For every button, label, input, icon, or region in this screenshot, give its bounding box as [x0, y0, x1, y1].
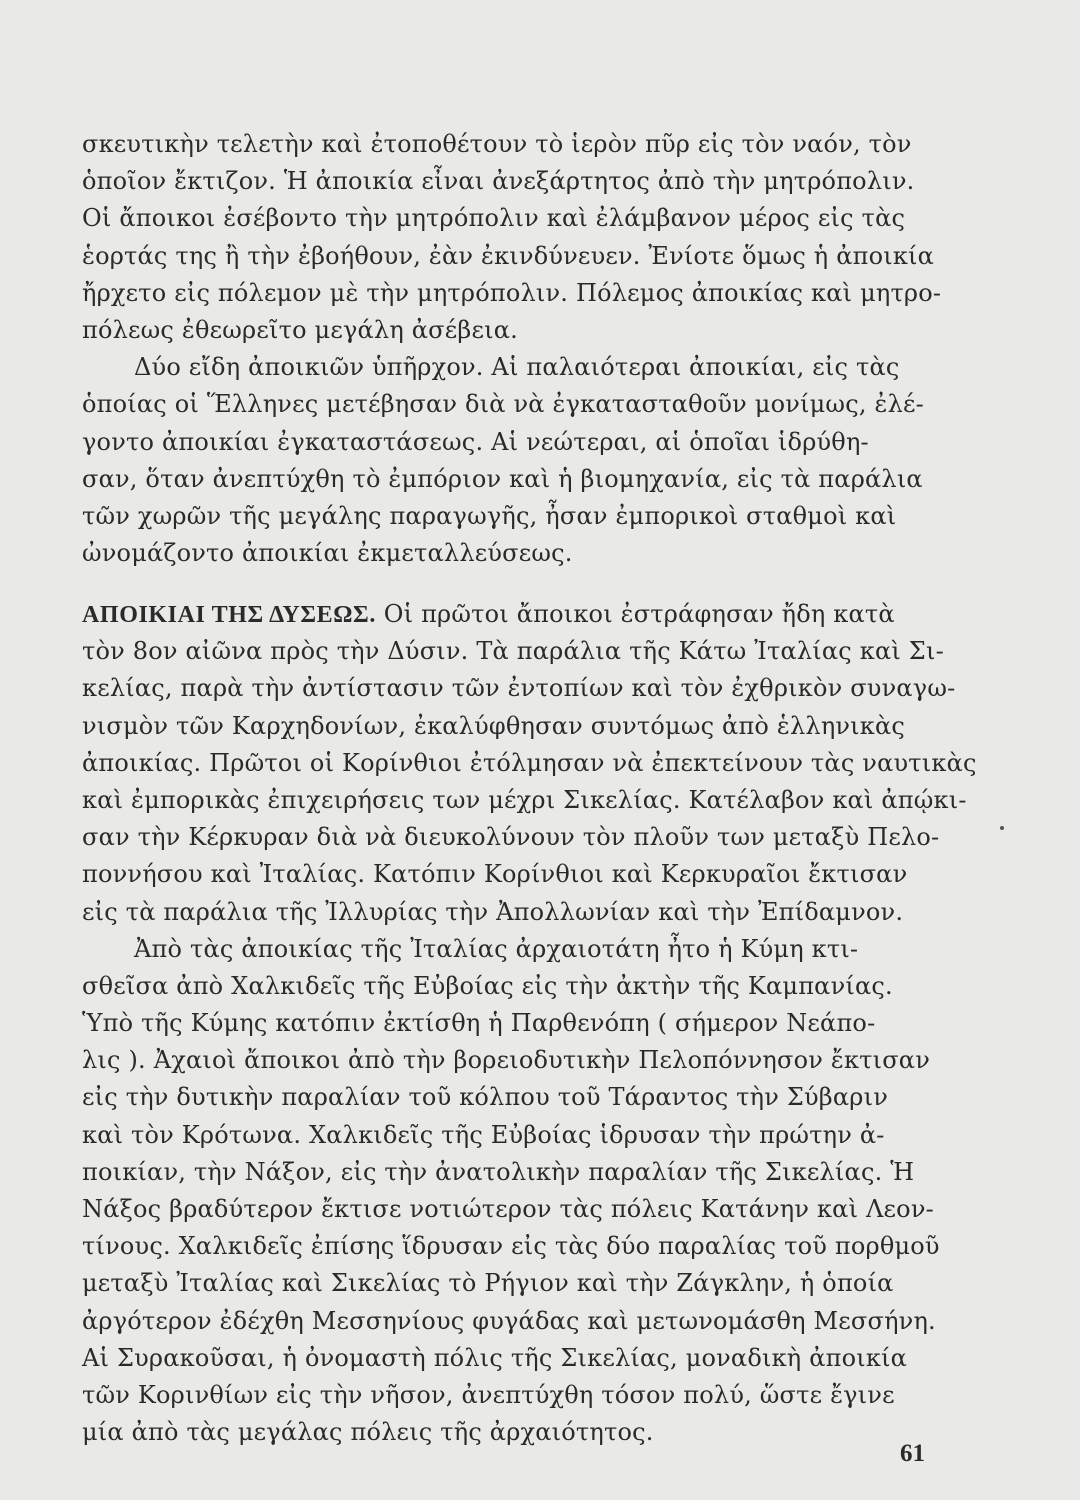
text-line: τίνους. Χαλκιδεῖς ἐπίσης ἵδρυσαν εἰς τὰς δύο παραλίας τοῦ πορθμοῦ	[82, 1232, 940, 1261]
text-line: μεταξὺ Ἰταλίας καὶ Σικελίας τὸ Ρήγιον καὶ τὴν Ζάγκλην, ἡ ὁποία	[82, 1269, 894, 1298]
text-line: καὶ ἐμπορικὰς ἐπιχειρήσεις των μέχρι Σικελίας. Κατέλαβον καὶ ἀπῴκι-	[82, 785, 967, 814]
text-line: τῶν χωρῶν τῆς μεγάλης παραγωγῆς, ἦσαν ἐμπορικοὶ σταθμοὶ καὶ	[82, 501, 897, 530]
text-block-bottom	[82, 596, 977, 1451]
text-line: κελίας, παρὰ τὴν ἀντίστασιν τῶν ἐντοπίων καὶ τὸν ἐχθρικὸν συναγω-	[82, 674, 956, 703]
section-heading: ΑΠΟΙΚΙΑΙ ΤΗΣ ΔΥΣΕΩΣ.	[82, 602, 376, 628]
text-line: Αἱ Συρακοῦσαι, ἡ ὀνομαστὴ πόλις τῆς Σικελίας, μοναδικὴ ἀποικία	[82, 1343, 908, 1372]
text-line: νισμὸν τῶν Καρχηδονίων, ἐκαλύφθησαν συντόμως ἀπὸ ἑλληνικὰς	[82, 711, 906, 740]
text-line: σκευτικὴν τελετὴν καὶ ἐτοποθέτουν τὸ ἱερὸν πῦρ εἰς τὸν ναόν, τὸν	[82, 130, 912, 158]
text-line: σαν, ὅταν ἀνεπτύχθη τὸ ἐμπόριον καὶ ἡ βιομηχανία, εἰς τὰ παράλια	[82, 464, 923, 493]
text-line: Δύο εἴδη ἀποικιῶν ὑπῆρχον. Αἱ παλαιότεραι ἀποικίαι, εἰς τὰς	[134, 353, 900, 382]
text-line: ἀργότερον ἐδέχθη Μεσσηνίους φυγάδας καὶ μετωνομάσθη Μεσσήνη.	[82, 1306, 936, 1335]
text-line: σαν τὴν Κέρκυραν διὰ νὰ διευκολύνουν τὸν πλοῦν των μεταξὺ Πελο-	[82, 823, 940, 852]
text-line: Ἀπὸ τὰς ἀποικίας τῆς Ἰταλίας ἀρχαιοτάτη ἦτο ἡ Κύμη κτι-	[134, 934, 859, 963]
text-line: λις ). Ἀχαιοὶ ἄποικοι ἀπὸ τὴν βορειοδυτικὴν Πελοπόννησον ἔκτισαν	[82, 1046, 931, 1075]
text-line: ἑορτάς της ἢ τὴν ἐβοήθουν, ἐὰν ἐκινδύνευεν. Ἐνίοτε ὅμως ἡ ἀποικία	[82, 241, 935, 270]
page-number: 61	[900, 1440, 925, 1467]
text-line: πόλεως ἐθεωρεῖτο μεγάλη ἀσέβεια.	[82, 315, 518, 344]
text-line: ὁποίας οἱ Ἕλληνες μετέβησαν διὰ νὰ ἐγκατασταθοῦν μονίμως, ἐλέ-	[82, 390, 924, 419]
text-line: ποικίαν, τὴν Νάξον, εἰς τὴν ἀνατολικὴν παραλίαν τῆς Σικελίας. Ἡ	[82, 1157, 915, 1186]
text-line: εἰς τὴν δυτικὴν παραλίαν τοῦ κόλπου τοῦ Τάραντος τὴν Σύβαριν	[82, 1083, 888, 1112]
section-first-line-text: Οἱ πρῶτοι ἄποικοι ἐστράφησαν ἤδη κατὰ	[375, 600, 895, 628]
text-line: μία ἀπὸ τὰς μεγάλας πόλεις τῆς ἀρχαιότητος.	[82, 1418, 654, 1447]
text-line: ἤρχετο εἰς πόλεμον μὲ τὴν μητρόπολιν. Πόλεμος ἀποικίας καὶ μητρο-	[82, 278, 942, 307]
text-line: ὁποῖον ἔκτιζον. Ἡ ἀποικία εἶναι ἀνεξάρτητος ἀπὸ τὴν μητρόπολιν.	[82, 167, 915, 196]
text-line: ἀποικίας. Πρῶτοι οἱ Κορίνθιοι ἐτόλμησαν νὰ ἐπεκτείνουν τὰς ναυτικὰς	[82, 748, 977, 777]
section-first-line	[82, 596, 928, 633]
text-line: εἰς τὰ παράλια τῆς Ἰλλυρίας τὴν Ἀπολλωνίαν καὶ τὴν Ἐπίδαμνον.	[82, 897, 904, 926]
text-line: σθεῖσα ἀπὸ Χαλκιδεῖς τῆς Εὐβοίας εἰς τὴν ἀκτὴν τῆς Καμπανίας.	[82, 971, 893, 1000]
margin-dot	[1000, 826, 1004, 830]
text-line: Ὑπὸ τῆς Κύμης κατόπιν ἐκτίσθη ἡ Παρθενόπη ( σήμερον Νεάπο-	[82, 1009, 876, 1038]
text-line: τῶν Κορινθίων εἰς τὴν νῆσον, ἀνεπτύχθη τόσον πολύ, ὥστε ἔγινε	[82, 1380, 895, 1409]
text-line: ὠνομάζοντο ἀποικίαι ἐκμεταλλεύσεως.	[82, 539, 573, 568]
text-block-top	[82, 126, 942, 572]
text-line: Οἱ ἄποικοι ἐσέβοντο τὴν μητρόπολιν καὶ ἐλάμβανον μέρος εἰς τὰς	[82, 204, 906, 233]
text-line: γοντο ἀποικίαι ἐγκαταστάσεως. Αἱ νεώτεραι, αἱ ὁποῖαι ἱδρύθη-	[82, 427, 869, 456]
text-line: τὸν 8ον αἰῶνα πρὸς τὴν Δύσιν. Τὰ παράλια τῆς Κάτω Ἰταλίας καὶ Σι-	[82, 637, 944, 666]
text-line: καὶ τὸν Κρότωνα. Χαλκιδεῖς τῆς Εὐβοίας ἱδρυσαν τὴν πρώτην ἀ-	[82, 1120, 885, 1149]
text-line: Νάξος βραδύτερον ἔκτισε νοτιώτερον τὰς πόλεις Κατάνην καὶ Λεον-	[82, 1195, 934, 1223]
text-line: ποννήσου καὶ Ἰταλίας. Κατόπιν Κορίνθιοι καὶ Κερκυραῖοι ἔκτισαν	[82, 860, 908, 889]
